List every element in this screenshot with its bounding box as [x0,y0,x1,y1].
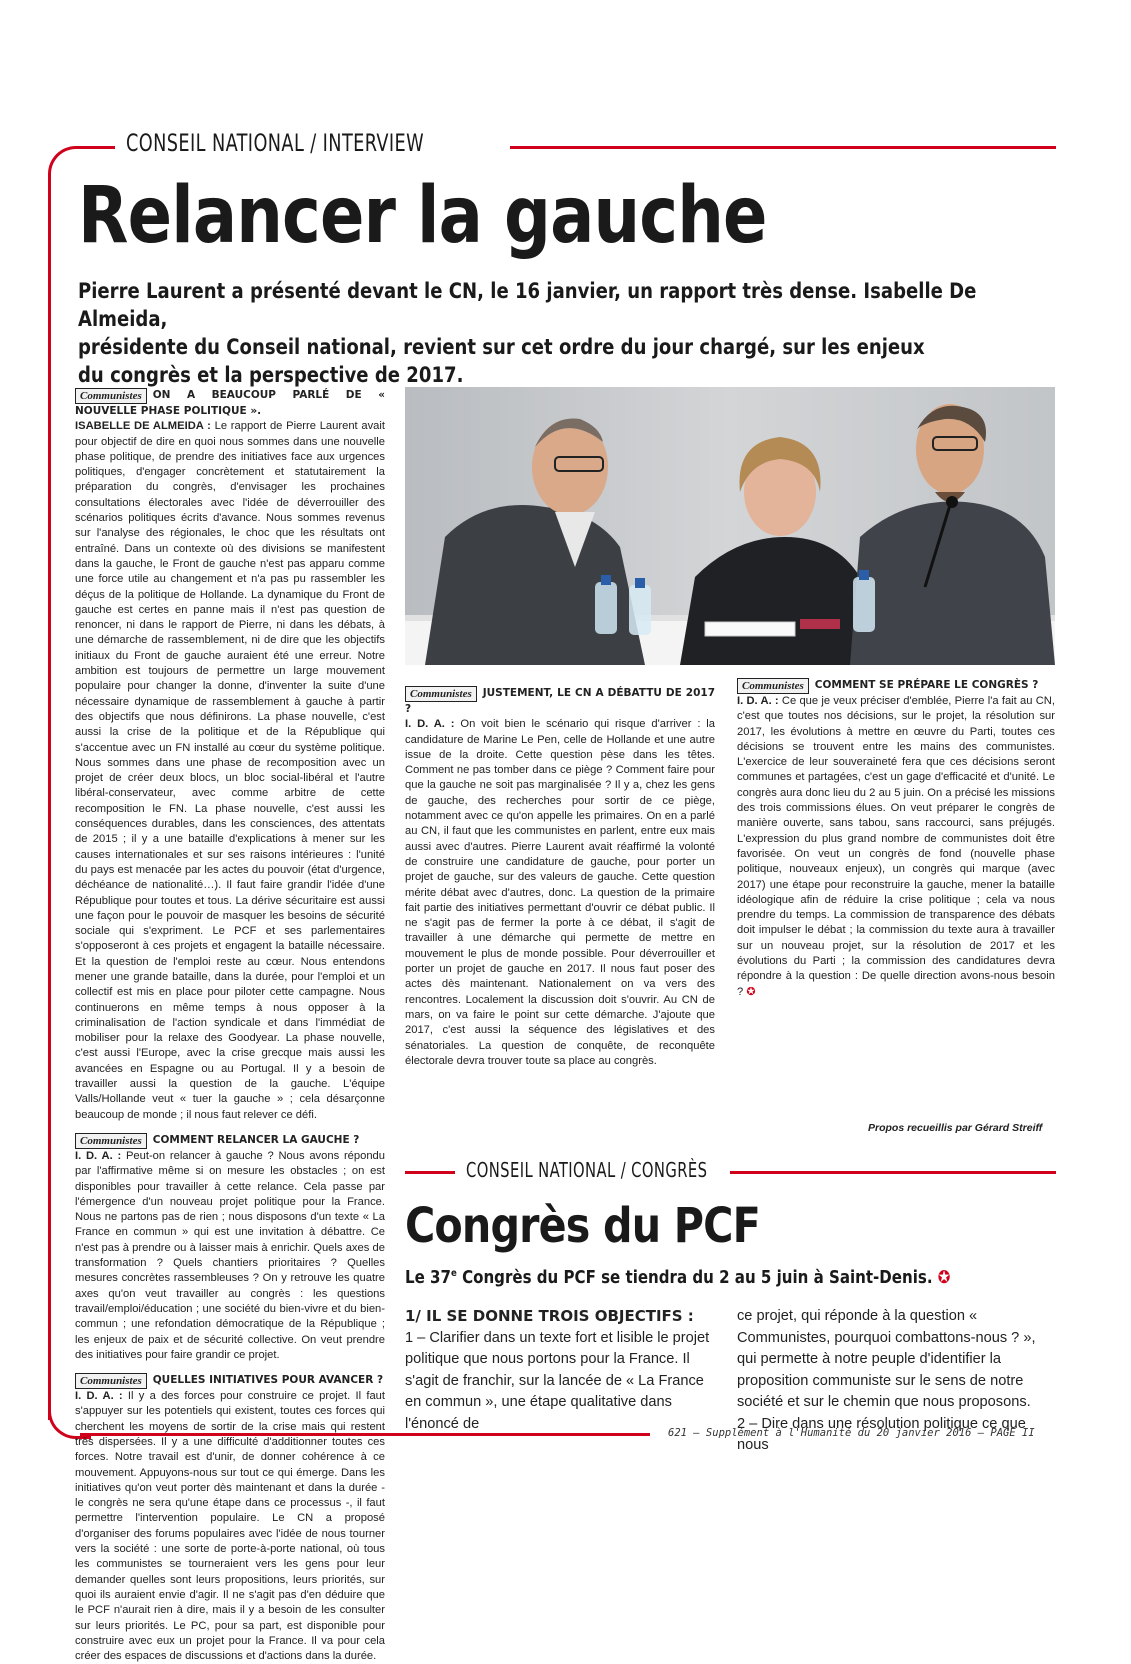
standfirst-line-3: du congrès et la perspective de 2017. [78,363,464,387]
article-standfirst [78,277,1058,389]
answer-2-text: Peut-on relancer à gauche ? Nous avons répondu par l'affirmative même si on mesure les obstacles ; on est disponibles pour travailler à cette relance. Cela passe par l'émergence d'un nouveau projet politique pour la France. Nous ne partons pas de rien ; nous disposons d'un texte « La France en commun » qui est une invitation à débattre. Ce n'est pas à prendre ou à laisser mais à enrichir. Quels axes de transformation ? Quels chantiers prioritaires ? Quelles mesures concrètes rassembleuses ? On y retrouve les quatre axes qu'on veut travailler au congrès : les questions travail/emploi/éducation ; une société du bien-vivre et du bien-commun ; une refondation démocratique de la République ; les enjeux de paix et de sécurité collective. On veut prendre des initiatives pour faire grandir ce projet. [75,1149,385,1361]
standfirst-line-1: Pierre Laurent a présenté devant le CN, le 16 janvier, un rapport très dense. Isabelle De Almeida, [78,279,977,331]
interview-column-1 [75,388,386,1663]
communistes-logo: Communistes [75,388,147,404]
answer-1 [75,419,385,1123]
interview-credit: Propos recueillis par Gérard Streiff [868,1122,1043,1134]
article-title: Relancer la gauche [78,171,767,261]
end-mark-icon: ✪ [746,985,756,998]
congres-title: Congrès du PCF [405,1198,760,1254]
interview-column-2 [405,678,715,1140]
answer-1-speaker: ISABELLE DE ALMEIDA : [75,420,211,433]
answer-2-speaker: I. D. A. : [75,1149,122,1162]
question-1-text: ON A BEAUCOUP PARLÉ DE « NOUVELLE PHASE POLITIQUE ». [75,389,385,417]
communistes-logo: Communistes [405,686,477,702]
question-2 [75,1133,385,1149]
answer-5 [737,694,1055,1000]
question-5 [737,678,1055,694]
question-4-text: JUSTEMENT, LE CN A DÉBATTU DE 2017 ? [405,687,715,715]
congres-subhead: 1/ IL SE DONNE TROIS OBJECTIFS : [405,1307,694,1325]
communistes-logo: Communistes [75,1373,147,1389]
section2-line-right [730,1171,1056,1174]
congres-subtitle-sup: e [450,1268,457,1280]
congres-subtitle-pre: Le 37 [405,1268,451,1288]
communistes-logo: Communistes [75,1133,147,1149]
answer-3-speaker: I. D. A. : [75,1390,123,1403]
answer-1-text: Le rapport de Pierre Laurent avait pour objectif de dire en quoi nous sommes dans une nouvelle phase politique, de prendre des initiatives face aux urgences politiques, d'engager concrètement et statutairement la préparation du congrès, d'envisager les prochaines consultations électorales avec l'idée de déverrouiller des scénarios politiques écrits d'avance. Nous sommes revenus sur l'analyse des régionales, le choc que les résultats ont entraîné. Dans un contexte où des divisions se manifestent dans la gauche, le Front de gauche n'est pas apparu comme une force utile au changement et n'a pas pu rassembler les déçus de la politique de Hollande. La dynamique du Front de gauche est certes en panne mais il n'est pas question de renoncer, ni dans le rapport de Pierre, ni dans les débats, à une démarche de rassemblement, ni de dire que les objectifs initiaux du Front de gauche auraient été une erreur. Notre ambition est toujours de permettre un large mouvement populaire pour changer la donne, d'inventer la suite d'une nécessaire dynamique de rassemblement à gauche à partir des objectifs que nous définirons. La phase nouvelle, c'est aussi la crise de la politique et de la République qui s'accentue avec un FN installé au cœur du système politique. Nous sommes dans une phase de recomposition avec un projet de créer deux blocs, un bloc social-libéral et l'autre libéral-conservateur, avec comme arbitre de cette recomposition le FN. La phase nouvelle, c'est aussi les conséquences durables, dans les consciences, des attentats de 2015 ; il y a une bataille d'explications à mener sur les causes internationales et sur ses raisons intérieures : l'unité du pays est menacée par les actes du pouvoir (état d'urgence, déchéance de nationalité…). Il faut faire grandir l'idée d'une République pour toutes et tous. La dérive sécuritaire est aussi une façon pour le pouvoir de masquer les besoins de sécurité sociale qui s'expriment. Le PCF et ses parlementaires s'opposeront à ces projets et engagent la bataille nécessaire. Et la question de l'emploi reste au cœur. Nous entendons mener une grande bataille, dans la durée, pour l'emploi et un collectif est mis en place pour piloter cette campagne. Nous continuerons en même temps à nous opposer à la criminalisation de l'action syndicale et dans l'immédiat de mobiliser pour la relaxe des Goodyear. La phase nouvelle, c'est aussi l'Europe, avec la crise grecque mais aussi les avancées en Espagne ou au Portugal. Il y a besoin de travailler aussi la question de la gauche. L'équipe Valls/Hollande veut « tuer la gauche » ; cela désarçonne beaucoup de monde ; il nous faut relever ce défi. [75,420,386,1121]
meeting-photo [405,387,1055,665]
page-footer: 621 – Supplément à l'Humanité du 20 janvier 2016 – PAGE II [668,1427,1035,1439]
congres-text-2b: 2 – Dire dans une résolution politique ce que nous [737,1415,1026,1453]
question-3 [75,1373,385,1389]
section2-line-left [405,1171,455,1174]
answer-4-speaker: I. D. A. : [405,718,455,731]
question-5-text: COMMENT SE PRÉPARE LE CONGRÈS ? [814,679,1039,691]
answer-4 [405,717,715,1069]
frame-top-right-line [510,146,1056,149]
end-mark-icon: ✪ [937,1268,951,1288]
question-2-text: COMMENT RELANCER LA GAUCHE ? [152,1133,360,1146]
congres-text-2: ce projet, qui réponde à la question « Communistes, pourquoi combattons-nous ? », qui permette à notre peuple d'identifier la proposition communiste sur le sens de notre société et sur le chemin que nous proposons. [737,1308,1036,1410]
communistes-logo: Communistes [737,678,809,694]
answer-3 [75,1389,385,1664]
answer-3-text: Il y a des forces pour construire ce projet. Il faut s'appuyer sur les potentiels qui existent, toutes ces forces qui cherchent les moyens de sortir de la crise mais qui restent très dispersées. Il y a une difficulté d'additionner toutes ces forces. Notre travail est d'unir, de donner cohérence à ce mouvement. Appuyons-nous sur tout ce qui émerge. Dans les initiatives qu'on veut porter dès maintenant et dans la durée - le congrès ne sera qu'une étape dans ce processus -, il faut permettre l'intervention populaire. Le CN a proposé d'organiser des forums populaires avec l'idée de nous tourner vers la société : une sorte de porte-à-porte national, où tous les communistes se tourneraient vers les gens pour leur demander quelles sont leurs propositions, leurs priorités, sur quoi ils auraient envie d'agir. Il ne s'agit pas d'en déduire que le PCF n'aurait rien à dire, mais il y a besoin de les consulter sur leurs priorités. Le PC, pour sa part, est disponible pour construire avec eux un projet pour la France. Il va pour cela créer des espaces de discussions et d'actions dans la durée. [75,1390,385,1663]
congres-subtitle [405,1268,950,1288]
answer-2 [75,1149,385,1363]
frame-left-line [48,180,51,1420]
answer-5-text: Ce que je veux préciser d'emblée, Pierre l'a fait au CN, c'est que toutes nos décisions, sur le projet, la résolution sur 2017, les évolutions à mettre en œuvre du Parti, toutes ces décisions se trouvent entre les mains des communistes. L'exercice de leur souveraineté fera que ces décisions seront communes et partagées, c'est un gage d'efficacité et d'unité. Le congrès aura donc lieu du 2 au 5 juin. On a précisé les missions des trois commissions élues. On veut préparer le congrès de manière ouverte, sans tabou, sans raccourci, sans préjugés. L'expression du plus grand nombre de communistes doit être favorisée. On veut un congrès de fond (nouvelle phase politique, nouveaux enjeux), un congrès qui marque (avec 2017) une étape pour reconstruire la gauche, mener la bataille idéologique afin de réduire la crise politique ; cela va nous prendre du temps. La commission de transparence des débats doit impulser le débat ; la commission du texte aura à travailler sur un nouveau projet, sur la résolution de 2017 et les évolutions du Parti ; la commission des candidatures devra répondre à la question : De quelle direction avons-nous besoin ? [737,695,1055,998]
standfirst-line-2: présidente du Conseil national, revient sur cet ordre du jour chargé, sur les enjeux [78,335,925,359]
question-3-text: QUELLES INITIATIVES POUR AVANCER ? [152,1374,384,1387]
section-label-congres: CONSEIL NATIONAL / CONGRÈS [466,1158,708,1182]
meeting-photo-illustration [405,387,1055,665]
answer-4-text: On voit bien le scénario qui risque d'arriver : la candidature de Marine Le Pen, celle de Hollande et une autre issue de la droite. Cette question pèse dans les têtes. Comment ne pas tomber dans ce piège ? Comment faire pour que la gauche ne soit pas marginalisée ? Il y a, chez les gens de gauche, des recherches pour sortir de ce piège, notamment avec ce qu'on appelle les primaires. On en a parlé au CN, il faut que les communistes en parlent, entre eux mais aussi avec d'autres. Pierre Laurent avait réaffirmé la volonté de construire une candidature de gauche, pour porter un projet de gauche, sur des valeurs de gauche. Cette question mérite débat avec d'autres, donc. La question de la primaire fait partie des initiatives permettant d'ouvrir ce débat public. Il ne s'agit pas de fermer la porte à ce débat, il s'agit de travailler à une démarche qui permette de mettre en mouvement le plus de monde possible. Pour déverrouiller et porter un projet de gauche en 2017. Il nous faut poser des actes dès maintenant. Nationalement on va vers des rencontres. Localement la discussion doit s'ouvrir. Au CN de mars, on va faire le point sur cette démarche. J'ajoute que 2017, c'est aussi la séquence des législatives et des sénatoriales. La question de conquête, de reconquête électorale devra trouver toute sa place au congrès. [405,718,716,1067]
section-label-interview: CONSEIL NATIONAL / INTERVIEW [126,129,425,157]
congres-subtitle-post: Congrès du PCF se tiendra du 2 au 5 juin à Saint-Denis. [456,1268,933,1288]
question-1 [75,388,385,419]
question-4 [405,686,715,717]
interview-column-3 [737,678,1055,1118]
congres-text-1: 1 – Clarifier dans un texte fort et lisible le projet politique que nous portons pour la France. Il s'agit de franchir, sur la lancée de « La France en commun », une étape qualitative dans l'énoncé de [405,1329,710,1432]
answer-5-speaker: I. D. A. : [737,695,779,707]
congres-column-1 [405,1306,715,1432]
